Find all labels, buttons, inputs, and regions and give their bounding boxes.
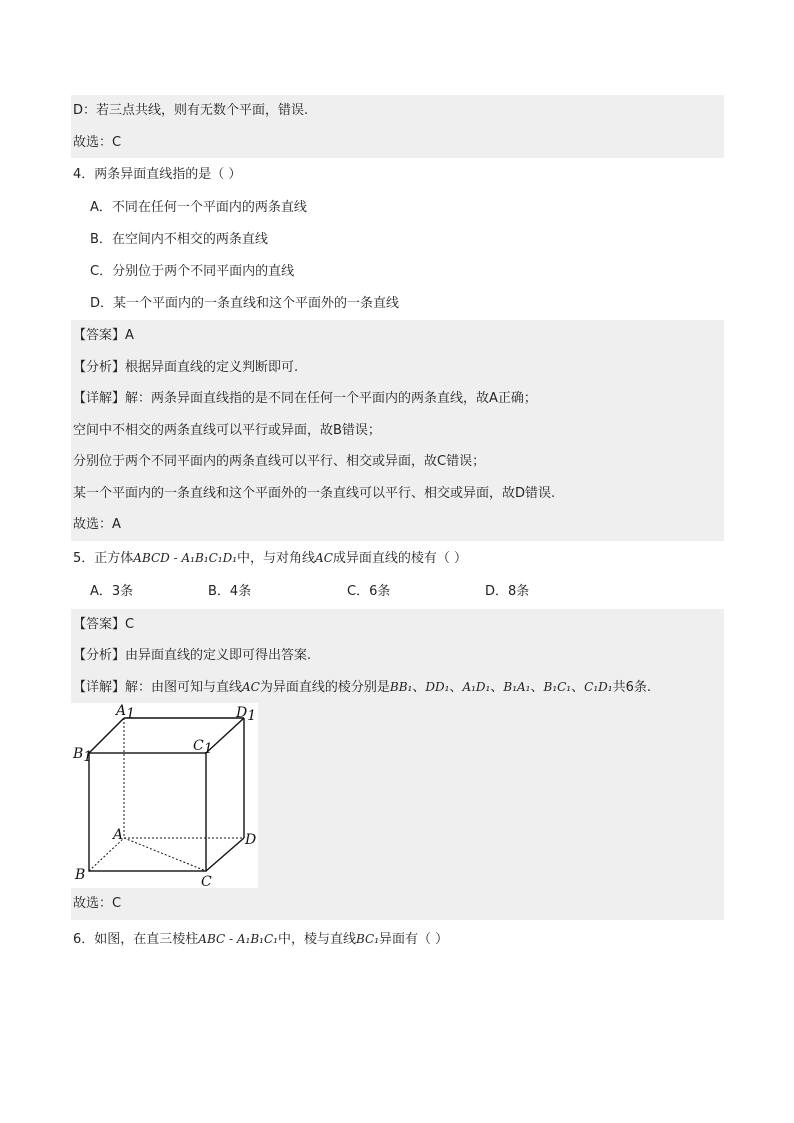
q4-detail-2: 空间中不相交的两条直线可以平行或异面，故B错误；: [73, 422, 381, 438]
q4-choice: 故选：A: [73, 517, 121, 532]
cube-figure: [71, 703, 258, 888]
previous-solution-block: [71, 95, 724, 158]
label-d1: D1: [236, 705, 257, 724]
edge-c-d: [206, 838, 244, 871]
label-c: C: [201, 874, 212, 888]
q6-stem-math: ABC - A₁B₁C₁: [198, 931, 278, 946]
q4-solution-block: [71, 320, 724, 541]
q5-options-row: [71, 575, 724, 609]
q5-edge-4: B₁A₁: [503, 679, 531, 694]
q5-option-b: B．4条: [208, 583, 252, 599]
q5-sep-1: 、: [412, 679, 426, 695]
q6-stem-end: 异面有（ ）: [379, 931, 449, 947]
q6-stem-pre: 6．如图，在直三棱柱: [73, 931, 199, 947]
q4-detail-3: 分别位于两个不同平面内的两条直线可以平行、相交或异面，故C错误；: [73, 454, 486, 469]
q4-answer: 【答案】A: [73, 328, 134, 343]
q5-edge-6: C₁D₁: [584, 679, 613, 694]
q5-edge-2: DD₁: [425, 679, 450, 694]
label-b1: B1: [73, 746, 93, 765]
q5-detail-mid: 为异面直线的棱分别是: [259, 679, 390, 695]
q5-sep-4: 、: [530, 679, 544, 695]
label-a1: A1: [116, 703, 136, 722]
question-5-stem: [71, 541, 724, 575]
cube-diagram: [71, 703, 258, 888]
front-face: [89, 753, 206, 871]
q5-edge-3: A₁D₁: [462, 679, 491, 694]
document-page: [71, 95, 724, 956]
q5-stem-math: ABCD - A₁B₁C₁D₁: [133, 550, 238, 565]
q5-detail: [71, 672, 724, 704]
solution-line-d: D：若三点共线，则有无数个平面，错误.: [73, 103, 309, 118]
q5-stem-math2: AC: [315, 550, 333, 565]
q5-detail-pre: 【详解】解：由图可知与直线: [73, 679, 243, 695]
q6-stem-post: 中，棱与直线: [277, 931, 356, 947]
q5-edge-1: BB₁: [389, 679, 413, 694]
q5-answer: 【答案】C: [73, 616, 135, 632]
q5-option-c: C．6条: [347, 583, 391, 599]
edge-b1-a1: [89, 718, 124, 753]
q4-option-c: C．分别位于两个不同平面内的直线: [90, 264, 295, 279]
q5-sep-2: 、: [449, 679, 463, 695]
q5-stem-post: 中，与对角线: [237, 550, 316, 566]
label-c1: C1: [193, 738, 213, 757]
label-d: D: [245, 832, 257, 848]
q4-option-b: B．在空间内不相交的两条直线: [90, 232, 268, 247]
q5-sep-5: 、: [571, 679, 585, 695]
q4-option-d: D．某一个平面内的一条直线和这个平面外的一条直线: [90, 296, 400, 311]
q4-detail-1: 【详解】解：两条异面直线指的是不同在任何一个平面内的两条直线，故A正确；: [73, 391, 537, 406]
q5-option-d: D．8条: [485, 583, 530, 599]
label-a: A: [113, 827, 124, 843]
q6-stem-math2: BC₁: [355, 931, 380, 946]
q5-detail-end: 共6条.: [612, 679, 651, 695]
label-b: B: [75, 867, 86, 883]
q4-analysis: 【分析】根据异面直线的定义判断即可.: [73, 359, 299, 375]
q5-sep-3: 、: [490, 679, 504, 695]
q5-choice: 故选：C: [73, 896, 122, 911]
q4-option-a: A．不同在任何一个平面内的两条直线: [90, 200, 307, 215]
q5-detail-math: AC: [242, 679, 260, 694]
cube-figure-area: [71, 703, 724, 888]
q5-edge-5: B₁C₁: [543, 679, 572, 694]
question-6-stem: [71, 922, 724, 956]
q5-option-a: A．3条: [90, 583, 134, 599]
q5-analysis: 【分析】由异面直线的定义即可得出答案.: [73, 648, 312, 663]
q5-solution-block: [71, 609, 724, 920]
question-4-stem: 4．两条异面直线指的是（ ）: [73, 167, 242, 182]
choice-line: 故选：C: [73, 134, 122, 150]
diagonal-ac-hidden: [124, 838, 206, 871]
q5-stem-end: 成异面直线的棱有（ ）: [332, 550, 468, 566]
q4-detail-4: 某一个平面内的一条直线和这个平面外的一条直线可以平行、相交或异面，故D错误.: [73, 485, 556, 501]
q5-stem-pre: 5．正方体: [73, 550, 134, 566]
